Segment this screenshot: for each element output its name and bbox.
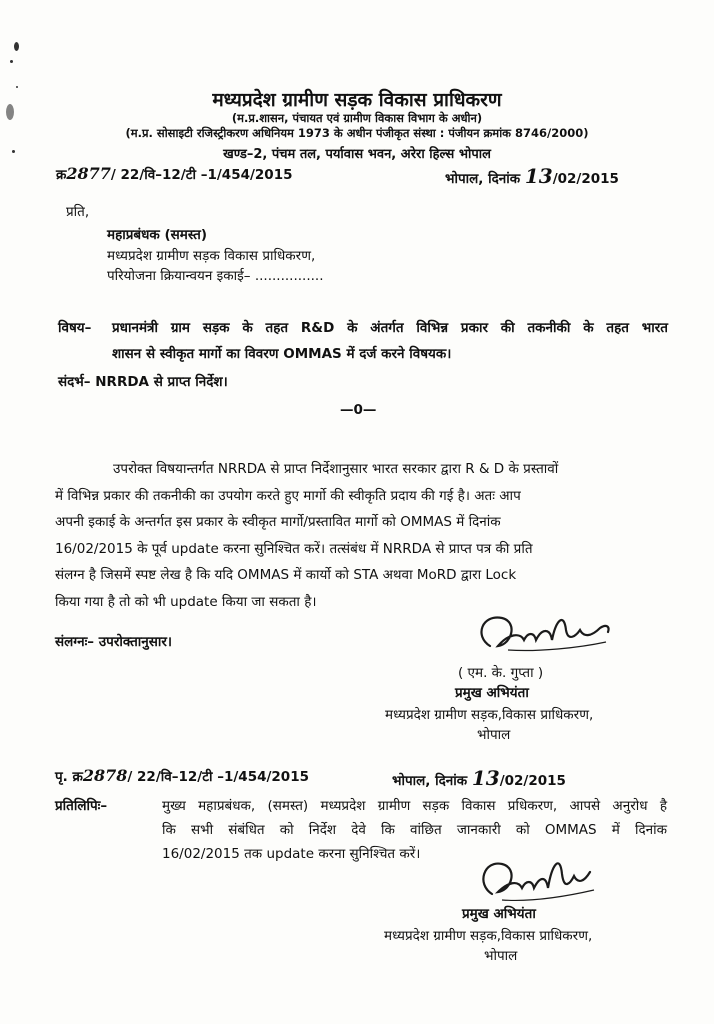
ref-number: / 22/वि–12/टी –1/454/2015 (110, 167, 293, 183)
ref-prefix: क्र (56, 167, 67, 183)
signatory-1-name: ( एम. के. गुप्ता ) (458, 665, 544, 681)
main-line3: अपनी इकाई के अन्तर्गत इस प्रकार के स्वीकृत मार्गो/प्रस्तावित मार्गो को OMMAS में दिनांक (55, 514, 501, 530)
org-address: खण्ड–2, पंचम तल, पर्यावास भवन, अरेरा हिल्स भोपाल (223, 147, 491, 162)
main-line2: में विभिन्न प्रकार की तकनीकी का उपयोग करते हुए मार्गो की स्वीकृति प्रदाय की गई है। अतः आप (55, 487, 521, 504)
org-subline: (म.प्र.शासन, पंचायत एवं ग्रामीण विकास विभाग के अधीन) (231, 111, 483, 125)
signatory-2-city: भोपाल (484, 948, 518, 964)
copy-to-line1: मुख्य महाप्रबंधक, (समस्त) मध्यप्रदेश ग्रामीण सड़क विकास प्रधिकरण, आपसे अनुरोध है (162, 798, 667, 814)
main-line6: किया गया है तो को भी update किया जा सकता है। (55, 593, 317, 610)
copy-to-label: प्रतिलिपिः– (55, 798, 108, 814)
prati-label: प्रति, (66, 204, 90, 220)
copy-to-line3: 16/02/2015 तक update करना सुनिश्चित करें। (162, 846, 421, 862)
endorsement-number-text: / 22/वि–12/टी –1/454/2015 (127, 769, 309, 785)
enclosure-label: संलग्नः– (55, 634, 95, 650)
addressee-line1: महाप्रबंधक (समस्त) (107, 227, 207, 243)
endorsement-date (392, 766, 566, 790)
reference-number (56, 164, 292, 183)
endorsement-prefix: पृ. क्र (55, 769, 83, 785)
ref-handwritten-no: 2877 (66, 164, 111, 183)
org-name: मध्यप्रदेश ग्रामीण सड़क विकास प्राधिकरण (212, 89, 502, 111)
endorsement-date-rest: /02/2015 (499, 773, 566, 789)
divider-mark: —0— (340, 402, 377, 418)
ref-place-date-label: भोपाल, दिनांक (445, 171, 521, 187)
ref-handwritten-day: 13 (524, 164, 553, 188)
signatory-1-org: मध्यप्रदेश ग्रामीण सड़क,विकास प्राधिकरण, (385, 707, 594, 723)
endorsement-handwritten-day: 13 (471, 766, 500, 790)
signature-2-image (472, 850, 602, 912)
signatory-2-designation: प्रमुख अभियंता (462, 906, 536, 922)
signatory-2-org: मध्यप्रदेश ग्रामीण सड़क,विकास प्राधिकरण, (384, 928, 593, 944)
subject-label: विषय– (58, 320, 92, 336)
signature-1-image (468, 606, 618, 664)
endorsement-number (55, 766, 309, 785)
reference-subject (58, 372, 228, 390)
endorsement-handwritten-no: 2878 (82, 766, 128, 785)
subject-line1: प्रधानमंत्री ग्राम सड़क के तहत R&D के अंतर्गत विभिन्न प्रकार की तकनीकी के तहत भारत (112, 320, 668, 336)
enclosure-text: उपरोक्तानुसार। (98, 634, 173, 650)
addressee-line2: मध्यप्रदेश ग्रामीण सड़क विकास प्राधिकरण, (107, 248, 316, 264)
signatory-1-city: भोपाल (477, 727, 511, 743)
subject-line2: शासन से स्वीकृत मार्गो का विवरण OMMAS में दर्ज करने विषयक। (112, 346, 452, 362)
enclosure (55, 632, 172, 650)
ref-date-rest: /02/2015 (552, 171, 619, 187)
main-paragraph (55, 456, 667, 615)
sandarbh-label: संदर्भ– (58, 374, 91, 390)
org-registration: (म.प्र. सोसाइटी रजिस्ट्रीकरण अधिनियम 1973 के अधीन पंजीकृत संस्था : पंजीयन क्रमांक 8746/2000) (125, 126, 589, 140)
addressee-line3: परियोजना क्रियान्वयन इकाई– ................ (107, 268, 324, 284)
main-line1: उपरोक्त विषयान्तर्गत NRRDA से प्राप्त निर्देशानुसार भारत सरकार द्वारा R & D के प्रस्तावों (113, 461, 559, 477)
signatory-1-designation: प्रमुख अभियंता (455, 685, 529, 701)
copy-to-line2: कि सभी संबंधित को निर्देश देवे कि वांछित जानकारी को OMMAS में दिनांक (162, 822, 667, 838)
main-line5: संलग्न है जिसमें स्पष्ट लेख है कि यदि OMMAS में कार्यो को STA अथवा MoRD द्वारा Lock (55, 567, 517, 583)
sandarbh-text: NRRDA से प्राप्त निर्देश। (95, 374, 228, 390)
main-line4: 16/02/2015 के पूर्व update करना सुनिश्चित करें। तत्संबंध में NRRDA से प्राप्त पत्र की प्रति (55, 540, 533, 557)
endorsement-place-date-label: भोपाल, दिनांक (392, 773, 468, 789)
reference-date (445, 164, 619, 188)
